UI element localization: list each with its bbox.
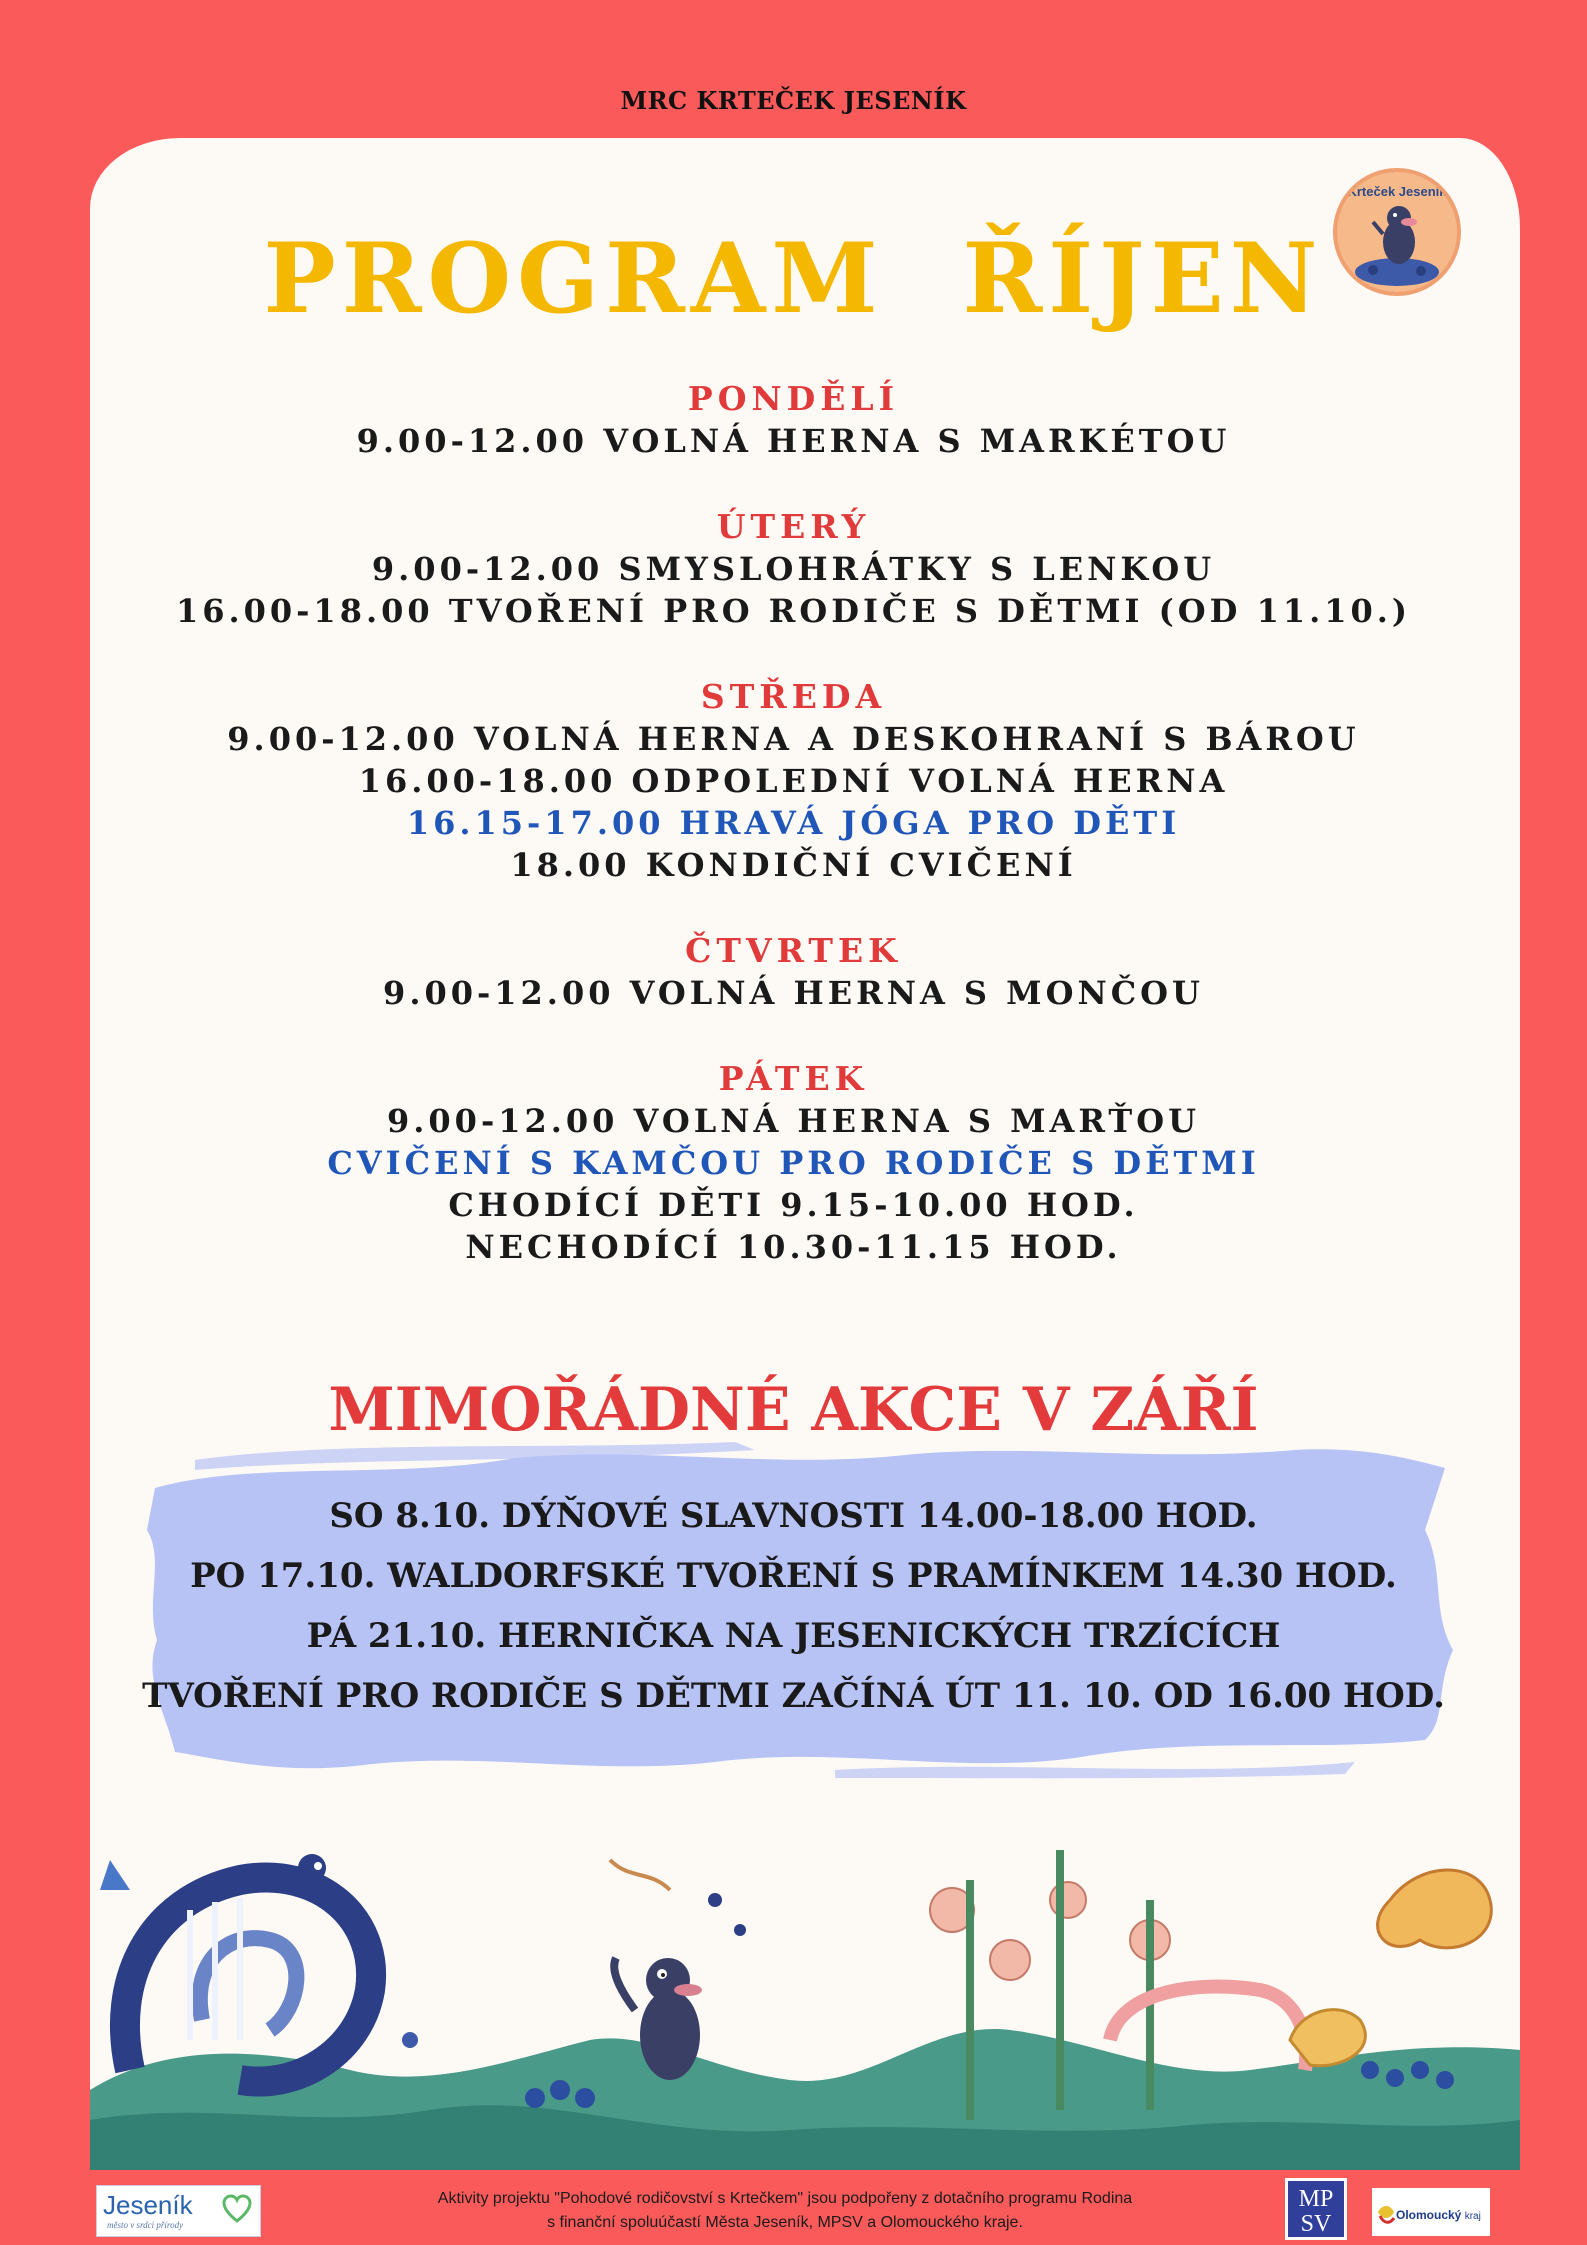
day-heading: PÁTEK [718,1059,869,1098]
special-events-list [0,1486,1587,1726]
day-heading: PONDĚLÍ [687,379,900,418]
day-block-monday [0,378,1587,462]
kraj-name: Olomoucký [1396,2208,1462,2222]
day-heading: ÚTERÝ [716,507,871,546]
day-heading: ČTVRTEK [685,931,902,970]
special-event-item: SO 8.10. DÝŇOVÉ SLAVNOSTI 14.00-18.00 HOD. [329,1496,1258,1536]
mpsv-logo [1285,2178,1347,2240]
funding-note [330,2187,1240,2235]
illustration-meadow [90,1840,1520,2170]
schedule-entry: 9.00-12.00 SMYSLOHRÁTKY S LENKOU [371,550,1216,588]
logo-ring-text: Krteček Jeseník [1347,184,1447,199]
special-event-item: TVOŘENÍ PRO RODIČE S DĚTMI ZAČÍNÁ ÚT 11. 10. OD 16.00 HOD. [142,1676,1445,1716]
jesenik-logo-tagline: město v srdci přírody [107,2220,184,2230]
schedule-entry: NECHODÍCÍ 10.30-11.15 HOD. [465,1228,1122,1266]
kraj-suffix: kraj [1464,2211,1481,2222]
day-heading: STŘEDA [700,677,887,716]
heart-icon [222,2194,252,2224]
schedule-entry: 9.00-12.00 VOLNÁ HERNA A DESKOHRANÍ S BÁROU [227,720,1360,758]
page-title: PROGRAM ŘÍJEN [263,222,1324,335]
special-events-title: MIMOŘÁDNÉ AKCE V ZÁŘÍ [328,1375,1259,1445]
organization-name: MRC KRTEČEK JESENÍK [620,86,967,115]
schedule-entry: 16.00-18.00 ODPOLEDNÍ VOLNÁ HERNA [358,762,1229,800]
schedule-entry-highlight: 16.15-17.00 HRAVÁ JÓGA PRO DĚTI [406,804,1181,842]
day-block-friday [0,1058,1587,1268]
day-block-thursday [0,930,1587,1014]
schedule-entry-highlight: CVIČENÍ S KAMČOU PRO RODIČE S DĚTMI [327,1144,1260,1182]
special-event-item: PÁ 21.10. HERNIČKA NA JESENICKÝCH TRZÍCÍCH [306,1616,1281,1656]
schedule-entry: 9.00-12.00 VOLNÁ HERNA S MARŤOU [387,1102,1200,1140]
weekly-schedule [0,378,1587,1268]
day-block-wednesday [0,676,1587,886]
olomoucky-kraj-label [1396,2208,1481,2222]
day-block-tuesday [0,506,1587,632]
mpsv-logo-bottom: SV [1300,2211,1332,2237]
jesenik-logo [96,2185,261,2237]
funding-note-line: s finanční spoluúčastí Města Jeseník, MPSV a Olomouckého kraje. [547,2214,1023,2231]
flag-icon [1374,2198,1398,2228]
olomoucky-kraj-logo [1372,2188,1490,2236]
schedule-entry: 18.00 KONDIČNÍ CVIČENÍ [510,846,1077,884]
schedule-entry: 16.00-18.00 TVOŘENÍ PRO RODIČE S DĚTMI (OD 11.10.) [175,592,1412,630]
jesenik-logo-name: Jeseník [103,2190,193,2220]
funding-note-line: Aktivity projektu "Pohodové rodičovství s Krtečkem" jsou podpořeny z dotačního programu Rodina [437,2190,1133,2207]
special-event-item: PO 17.10. WALDORFSKÉ TVOŘENÍ S PRAMÍNKEM 14.30 HOD. [190,1556,1397,1596]
schedule-entry: 9.00-12.00 VOLNÁ HERNA S MONČOU [383,974,1204,1012]
mpsv-logo-top: MP [1298,2186,1334,2212]
schedule-entry: 9.00-12.00 VOLNÁ HERNA S MARKÉTOU [356,422,1231,460]
schedule-entry: CHODÍCÍ DĚTI 9.15-10.00 HOD. [448,1186,1139,1224]
